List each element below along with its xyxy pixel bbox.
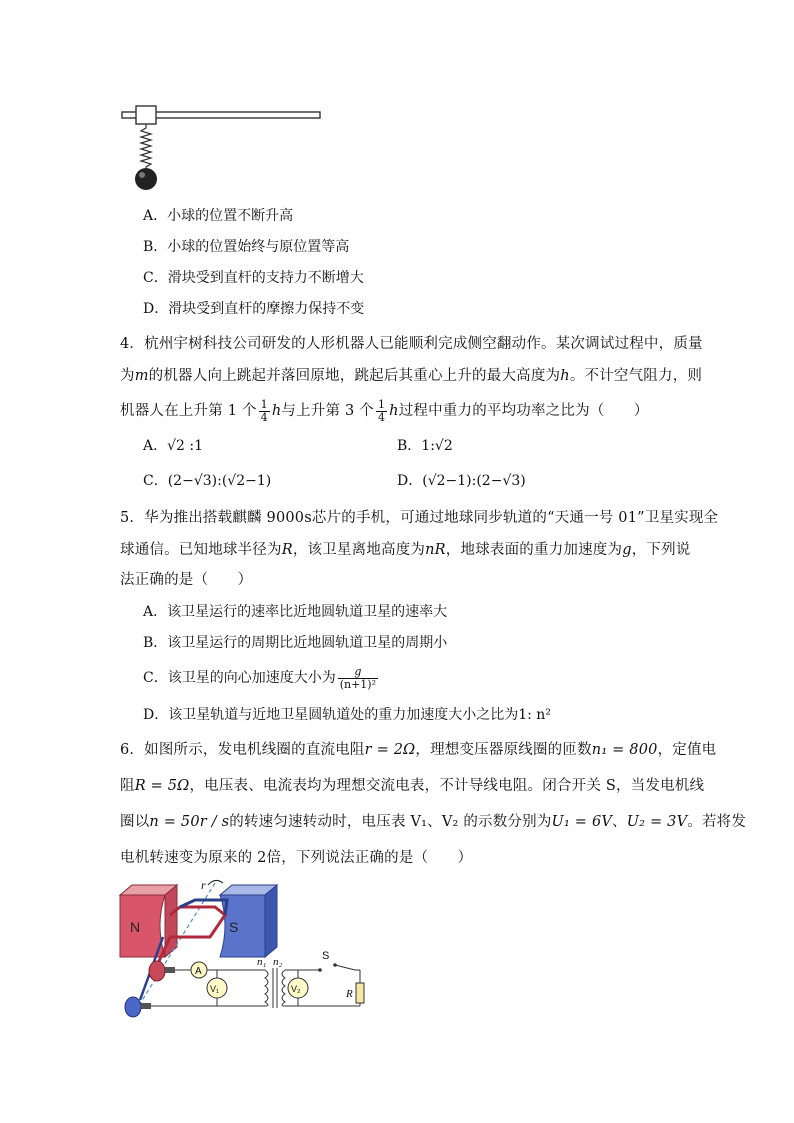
magnet-s xyxy=(220,885,277,957)
q4-line-3: 机器人在上升第 1 个 $\frac{1}{4}$ h与上升第 3 个 $\frac{1}{4}$ h过程中重力的平均功率之比为（ ） xyxy=(120,397,649,424)
q4-line-1: 4．杭州宇树科技公司研发的人形机器人已能顺利完成侧空翻动作。某次调试过程中，质量 xyxy=(120,336,703,352)
slider-block xyxy=(136,106,156,124)
q5-option-a: A．该卫星运行的速率比近地圆轨道卫星的速率大 xyxy=(143,604,448,620)
q6-line-3: 圈以n = 50r / s的转速匀速转动时，电压表 V₁、V₂ 的示数分别为U₁ = 6V、U₂ = 3V。若将发 xyxy=(120,814,747,830)
q4-option-b: B．1:√2 xyxy=(397,438,453,454)
svg-text:r: r xyxy=(201,878,206,892)
q6-line-1: 6．如图所示，发电机线圈的直流电阻r = 2Ω，理想变压器原线圈的匝数n₁ = 800，定值电 xyxy=(120,742,717,758)
q5-line-2: 球通信。已知地球半径为R，该卫星离地高度为nR，地球表面的重力加速度为g，下列说 xyxy=(120,542,691,558)
q4-option-d: D．(√2−1):(2−√3) xyxy=(397,473,526,489)
q6-line-2: 阻R = 5Ω，电压表、电流表均为理想交流电表，不计导线电阻。闭合开关 S，当发电机线 xyxy=(120,778,705,794)
ball xyxy=(135,168,157,190)
q5-option-c: C．该卫星的向心加速度大小为 $\frac{g}{\text{(n+1)²}}$ xyxy=(143,664,377,691)
svg-text:V₁: V₁ xyxy=(210,984,220,994)
q3-figure xyxy=(118,100,328,195)
magnet-n xyxy=(120,885,177,957)
q4-option-c: C．(2−√3):(√2−1) xyxy=(143,473,272,489)
svg-text:V₂: V₂ xyxy=(291,984,301,994)
q3-option-a: A．小球的位置不断升高 xyxy=(143,208,294,224)
svg-text:S: S xyxy=(322,950,330,962)
svg-text:R: R xyxy=(346,988,353,1000)
q6-figure xyxy=(115,875,375,1025)
q3-option-d: D．滑块受到直杆的摩擦力保持不变 xyxy=(143,301,365,317)
svg-text:S: S xyxy=(229,919,239,935)
spring xyxy=(141,124,151,170)
q4-option-a: A．√2 :1 xyxy=(143,438,204,454)
svg-text:n₁: n₁ xyxy=(257,956,267,968)
q5-line-3: 法正确的是（ ） xyxy=(120,572,253,588)
q3-option-b: B．小球的位置始终与原位置等高 xyxy=(143,239,350,255)
q5-line-1: 5．华为推出搭载麒麟 9000s芯片的手机，可通过地球同步轨道的“天通一号 01”卫星实现全 xyxy=(120,510,719,526)
q6-line-4: 电机转速变为原来的 2倍，下列说法正确的是（ ） xyxy=(120,850,473,866)
svg-text:N: N xyxy=(130,919,141,935)
q4-line-2: 为m的机器人向上跳起并落回原地，跳起后其重心上升的最大高度为h。不计空气阻力，则 xyxy=(120,368,703,384)
q3-option-c: C．滑块受到直杆的支持力不断增大 xyxy=(143,270,364,286)
svg-text:n₂: n₂ xyxy=(273,956,283,968)
q5-option-b: B．该卫星运行的周期比近地圆轨道卫星的周期小 xyxy=(143,635,448,651)
q5-option-d: D．该卫星轨道与近地卫星圆轨道处的重力加速度大小之比为1: n² xyxy=(143,707,551,723)
svg-text:A: A xyxy=(195,966,202,977)
